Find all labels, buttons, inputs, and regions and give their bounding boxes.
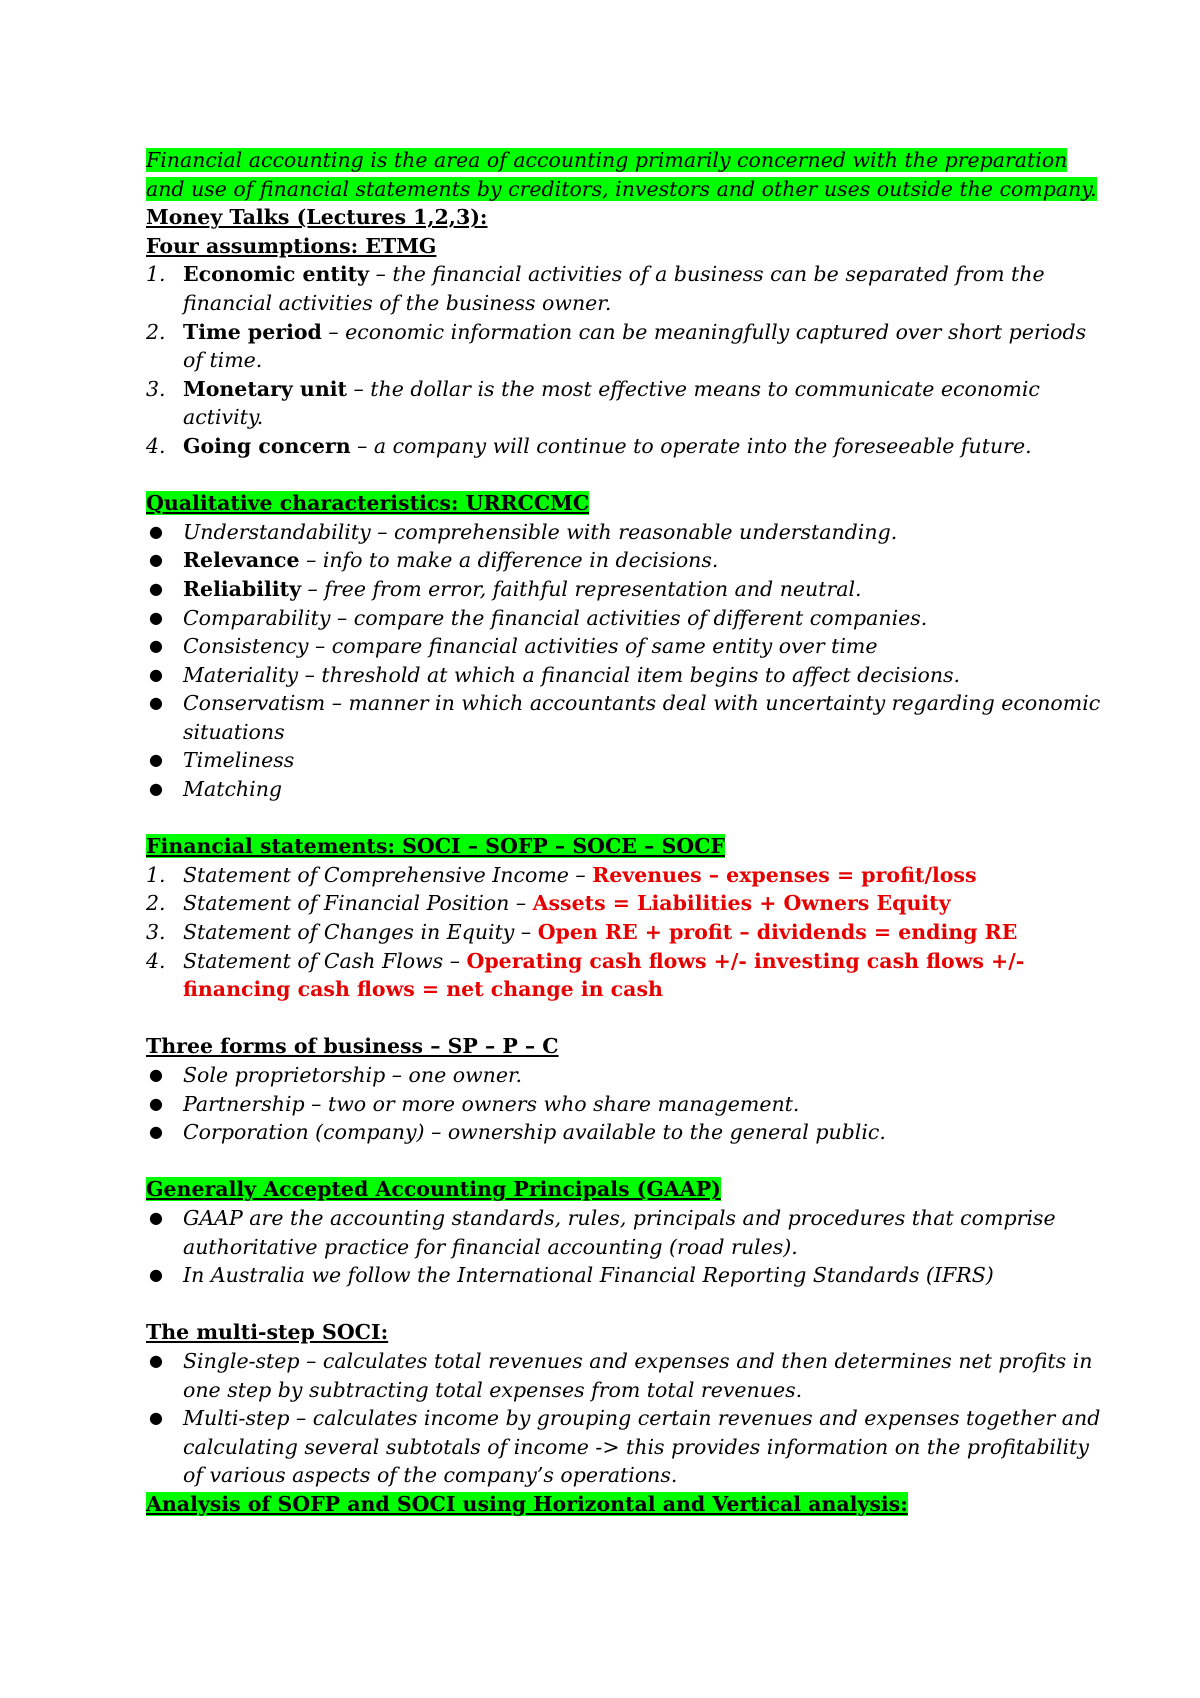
characteristic-desc: Matching	[183, 777, 283, 802]
statement-name: Statement of Cash Flows –	[183, 948, 467, 973]
list-item	[146, 604, 1106, 633]
list-item	[146, 661, 1106, 690]
bullet-icon: ●	[149, 1207, 163, 1227]
bullet-icon: ●	[149, 1065, 163, 1084]
list-item	[146, 432, 1106, 461]
assumption-term: Monetary unit	[183, 376, 347, 401]
list-item	[146, 1404, 1106, 1490]
statements-heading-text: Financial statements: SOCI – SOFP – SOCE – SOCF	[146, 834, 725, 859]
intro-paragraph	[146, 146, 1106, 203]
analysis-heading	[146, 1490, 1106, 1519]
characteristic-desc: – free from error, faithful representation and neutral.	[301, 576, 862, 601]
document-body	[146, 146, 1106, 1519]
business-form: Partnership – two or more owners who share management.	[183, 1091, 800, 1116]
business-form: Corporation (company) – ownership available to the general public.	[183, 1120, 886, 1145]
list-number: 4.	[146, 433, 166, 458]
qualitative-heading-text: Qualitative characteristics: URRCCMC	[146, 491, 590, 516]
statement-formula: Assets = Liabilities + Owners Equity	[532, 891, 951, 916]
assumption-desc: – the dollar is the most effective means to communicate economic activity.	[183, 376, 1040, 430]
statement-name: Statement of Comprehensive Income –	[183, 862, 593, 887]
list-item	[146, 375, 1106, 432]
statement-formula: Revenues – expenses = profit/loss	[592, 862, 977, 887]
list-number: 4.	[146, 948, 166, 973]
spacer	[146, 461, 1106, 490]
list-item	[146, 1347, 1106, 1404]
assumption-term: Time period	[183, 319, 322, 344]
assumption-desc: – economic information can be meaningfully captured over short periods of time.	[183, 319, 1087, 373]
assumption-term: Economic entity	[183, 262, 370, 287]
analysis-heading-text: Analysis of SOFP and SOCI using Horizontal and Vertical analysis:	[146, 1491, 908, 1516]
spacer	[146, 804, 1106, 833]
list-item	[146, 518, 1106, 547]
soci-heading: The multi-step SOCI:	[146, 1320, 389, 1345]
gaap-list	[146, 1204, 1106, 1290]
characteristic-desc: Timeliness	[183, 748, 295, 773]
bullet-icon: ●	[149, 779, 163, 799]
bullet-icon: ●	[149, 636, 163, 656]
list-item	[146, 689, 1106, 746]
gaap-heading	[146, 1175, 1106, 1204]
characteristic-desc: Consistency – compare financial activities of same entity over time	[183, 634, 878, 659]
list-item	[146, 889, 1106, 918]
list-item	[146, 746, 1106, 775]
assumptions-heading: Four assumptions: ETMG	[146, 233, 437, 258]
money-talks-heading: Money Talks (Lectures 1,2,3):	[146, 205, 488, 230]
characteristic-desc: Understandability – comprehensible with reasonable understanding.	[183, 519, 898, 544]
bullet-icon: ●	[149, 1122, 163, 1142]
spacer	[146, 1004, 1106, 1033]
bullet-icon: ●	[149, 607, 163, 627]
statement-formula: Operating cash flows +/- investing cash flows +/- financing cash flows = net change in cash	[183, 948, 1025, 1002]
characteristic-desc: Comparability – compare the financial activities of different companies.	[183, 605, 928, 630]
characteristic-desc: – info to make a difference in decisions.	[299, 548, 719, 573]
bullet-icon: ●	[149, 693, 163, 713]
list-item	[146, 546, 1106, 575]
list-item	[146, 1118, 1106, 1147]
list-item	[146, 1261, 1106, 1290]
business-heading: Three forms of business – SP – P – C	[146, 1034, 559, 1059]
list-item	[146, 260, 1106, 317]
qualitative-heading	[146, 489, 1106, 518]
statements-list	[146, 861, 1106, 1004]
list-item	[146, 575, 1106, 604]
statement-name: Statement of Financial Position –	[183, 891, 533, 916]
list-item	[146, 918, 1106, 947]
soci-point: Single-step – calculates total revenues and expenses and then determines net profits in one step by subtracting total expenses from total revenues.	[183, 1348, 1093, 1402]
bullet-icon: ●	[149, 521, 163, 541]
statement-formula: Open RE + profit – dividends = ending RE	[537, 920, 1018, 945]
soci-point: Multi-step – calculates income by grouping certain revenues and expenses together and calculating several subtotals of income -> this provides information on the profitability of various aspects of the company’s operations.	[183, 1406, 1101, 1488]
characteristic-term: Reliability	[183, 576, 302, 601]
intro-line-1: Financial accounting is the area of accounting primarily concerned with the preparation	[146, 148, 1068, 172]
gaap-point: GAAP are the accounting standards, rules, principals and procedures that comprise authoritative practice for financial accounting (road rules).	[183, 1205, 1056, 1259]
list-item	[146, 318, 1106, 375]
bullet-icon: ●	[149, 1350, 163, 1370]
list-item	[146, 775, 1106, 804]
qualitative-list	[146, 518, 1106, 804]
characteristic-desc: Materiality – threshold at which a financial item begins to affect decisions.	[183, 662, 961, 687]
assumption-desc: – the financial activities of a business can be separated from the financial activities of the business owner.	[183, 262, 1045, 315]
characteristic-desc: Conservatism – manner in which accountants deal with uncertainty regarding economic situations	[183, 691, 1101, 744]
spacer	[146, 1147, 1106, 1176]
statement-name: Statement of Changes in Equity –	[183, 920, 538, 945]
bullet-icon: ●	[149, 578, 163, 598]
bullet-icon: ●	[149, 664, 163, 684]
spacer	[146, 1290, 1106, 1319]
list-number: 2.	[146, 891, 166, 916]
assumption-term: Going concern	[183, 433, 351, 458]
list-item	[146, 1204, 1106, 1261]
list-item	[146, 632, 1106, 661]
bullet-icon: ●	[149, 1408, 163, 1428]
bullet-icon: ●	[149, 1265, 163, 1285]
gaap-point: In Australia we follow the International Financial Reporting Standards (IFRS)	[183, 1263, 994, 1288]
bullet-icon: ●	[149, 750, 163, 770]
list-number: 1.	[146, 262, 166, 287]
soci-list	[146, 1347, 1106, 1490]
list-item	[146, 947, 1106, 1004]
list-item	[146, 1061, 1106, 1090]
list-item	[146, 1090, 1106, 1119]
list-number: 2.	[146, 319, 166, 344]
intro-line-2: and use of financial statements by creditors, investors and other uses outside the company.	[146, 176, 1097, 201]
bullet-icon: ●	[149, 550, 163, 570]
statements-heading	[146, 832, 1106, 861]
assumption-desc: – a company will continue to operate into the foreseeable future.	[350, 433, 1032, 458]
assumptions-list	[146, 260, 1106, 460]
list-item	[146, 861, 1106, 890]
business-form: Sole proprietorship – one owner.	[183, 1063, 523, 1087]
list-number: 1.	[146, 862, 166, 887]
bullet-icon: ●	[149, 1093, 163, 1113]
list-number: 3.	[146, 920, 166, 945]
gaap-heading-text: Generally Accepted Accounting Principals (GAAP)	[146, 1177, 721, 1202]
list-number: 3.	[146, 376, 166, 401]
business-list	[146, 1061, 1106, 1147]
characteristic-term: Relevance	[183, 548, 300, 573]
